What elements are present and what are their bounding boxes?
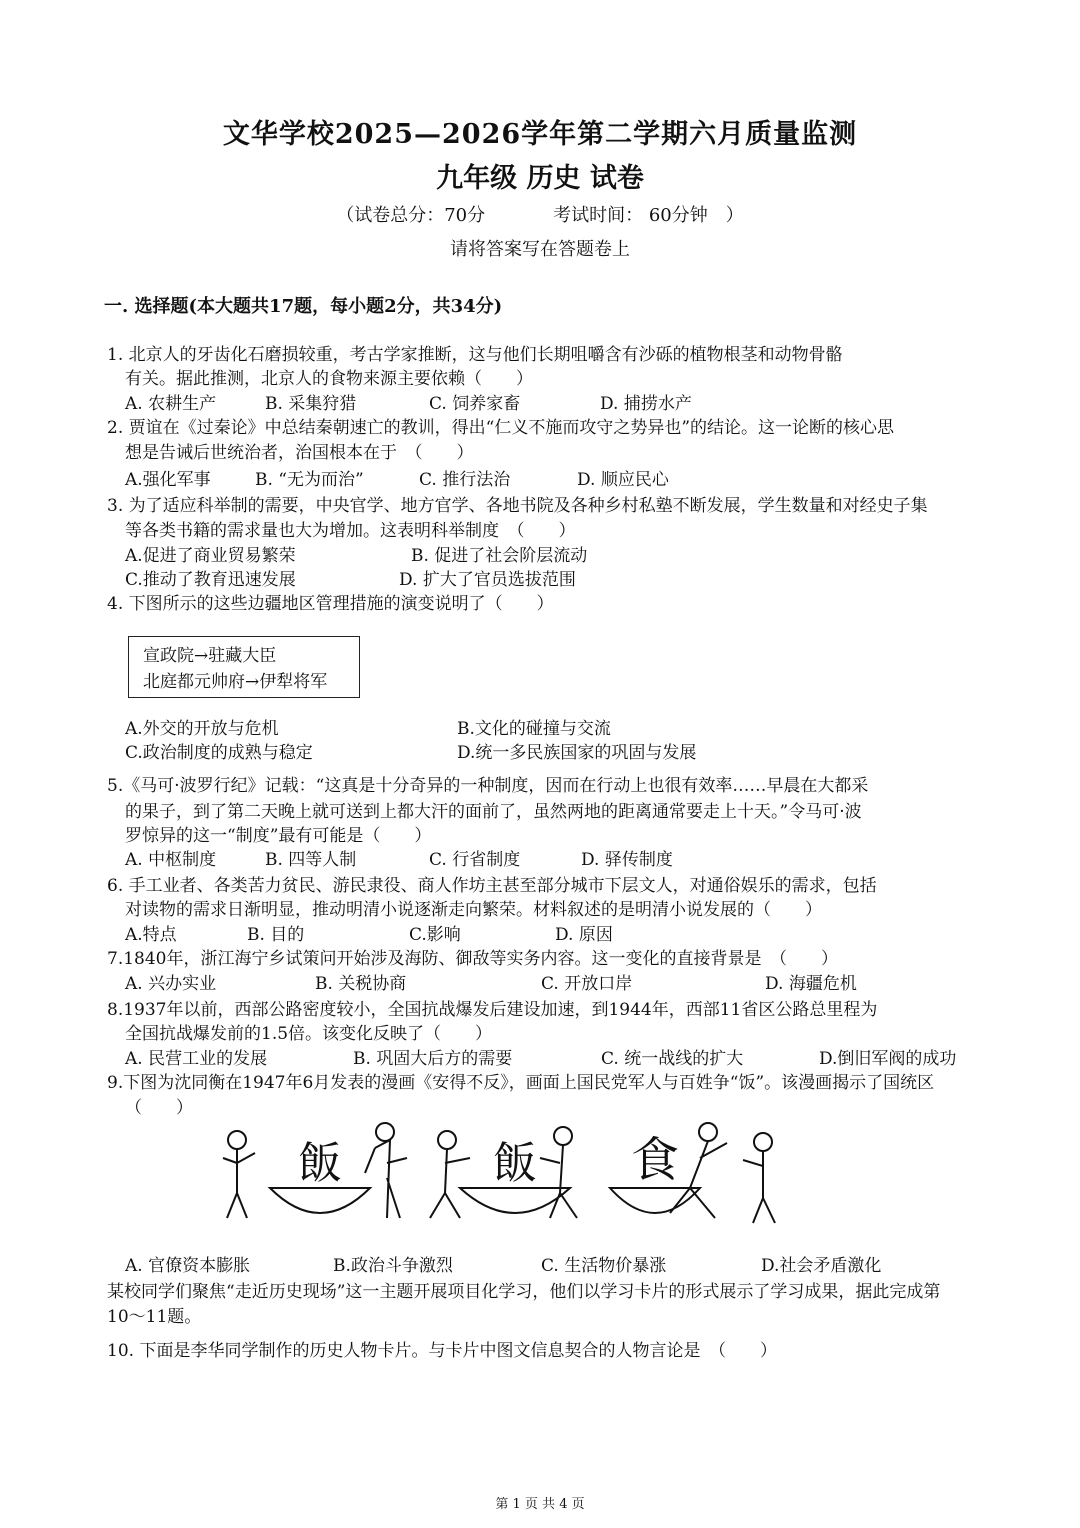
exam-subtitle: 九年级 历史 试卷 [436, 163, 644, 194]
q3-option-b: B. 促进了社会阶层流动 [411, 546, 588, 566]
q1-stem-line1: 1. 北京人的牙齿化石磨损较重，考古学家推断，这与他们长期咀嚼含有沙砾的植物根茎和动物骨骼 [107, 345, 843, 365]
q2-option-c: C. 推行法治 [419, 470, 511, 490]
q6-option-b: B. 目的 [247, 925, 305, 945]
q4-box-line1: 宣政院→驻藏大臣 [143, 646, 277, 666]
exam-info [0, 201, 1080, 227]
q7-option-b: B. 关税协商 [315, 974, 407, 994]
q3-option-a: A.促进了商业贸易繁荣 [125, 546, 296, 566]
intro-line2: 10～11题。 [107, 1307, 202, 1327]
q1-option-c: C. 饲养家畜 [429, 394, 521, 414]
q5-option-a: A. 中枢制度 [125, 850, 217, 870]
q5-option-b: B. 四等人制 [265, 850, 357, 870]
q7-option-a: A. 兴办实业 [125, 974, 217, 994]
q3-option-c: C.推动了教育迅速发展 [125, 570, 296, 590]
answer-hint: 请将答案写在答题卷上 [450, 239, 630, 260]
q4-figure-box [128, 636, 360, 698]
cartoon-image [215, 1118, 790, 1233]
q7-option-c: C. 开放口岸 [541, 974, 633, 994]
q3-stem-line2: 等各类书籍的需求量也大为增加。这表明科举制度 （ ） [125, 521, 576, 541]
q1-option-a: A. 农耕生产 [125, 394, 217, 414]
cartoon-char-1: 飯 [298, 1138, 342, 1189]
q4-box-line2: 北庭都元帅府→伊犁将军 [143, 672, 328, 692]
q4-option-c: C.政治制度的成熟与稳定 [125, 743, 313, 763]
intro-line1: 某校同学们聚焦“走近历史现场”这一主题开展项目化学习，他们以学习卡片的形式展示了学习成果，据此完成第 [107, 1282, 941, 1302]
q7-option-d: D. 海疆危机 [765, 974, 857, 994]
q7-stem-line1: 7.1840年，浙江海宁乡试策问开始涉及海防、御敌等实务内容。这一变化的直接背景是 （ ） [107, 949, 838, 969]
cartoon-char-3: 食 [630, 1132, 680, 1188]
q9-stem-line2: （ ） [125, 1098, 193, 1118]
q5-option-d: D. 驿传制度 [581, 850, 673, 870]
q4-option-a: A.外交的开放与危机 [125, 719, 279, 739]
q6-option-c: C.影响 [409, 925, 461, 945]
q6-stem-line2: 对读物的需求日渐明显，推动明清小说逐渐走向繁荣。材料叙述的是明清小说发展的（ ） [125, 900, 822, 920]
q6-stem-line1: 6. 手工业者、各类苦力贫民、游民隶役、商人作坊主甚至部分城市下层文人，对通俗娱乐的需求，包括 [107, 876, 877, 896]
q5-stem-line2: 的果子，到了第二天晚上就可送到上都大汗的面前了，虽然两地的距离通常要走上十天。”令马可·波 [125, 802, 862, 822]
q8-option-a: A. 民营工业的发展 [125, 1049, 268, 1069]
q5-stem-line3: 罗惊异的这一“制度”最有可能是（ ） [125, 826, 432, 846]
exam-time: 考试时间： 60分钟 ） [553, 205, 744, 226]
q9-option-c: C. 生活物价暴涨 [541, 1256, 667, 1276]
q4-stem-line1: 4. 下图所示的这些边疆地区管理措施的演变说明了（ ） [107, 594, 554, 614]
total-score: （试卷总分：70分 [336, 205, 486, 226]
q3-stem-line1: 3. 为了适应科举制的需要，中央官学、地方官学、各地书院及各种乡村私塾不断发展，学生数量和对经史子集 [107, 496, 928, 516]
q9-option-b: B.政治斗争激烈 [333, 1256, 453, 1276]
q8-option-c: C. 统一战线的扩大 [601, 1049, 744, 1069]
cartoon-char-2: 飯 [493, 1138, 537, 1189]
q5-stem-line1: 5.《马可·波罗行纪》记载：“这真是十分奇异的一种制度，因而在行动上也很有效率……早晨在大都采 [107, 776, 869, 796]
q4-option-d: D.统一多民族国家的巩固与发展 [457, 743, 697, 763]
q2-option-a: A.强化军事 [125, 470, 211, 490]
q9-option-a: A. 官僚资本膨胀 [125, 1256, 251, 1276]
q8-option-d: D.倒旧军阀的成功 [819, 1049, 957, 1069]
q3-option-d: D. 扩大了官员选拔范围 [399, 570, 576, 590]
q1-stem-line2: 有关。据此推测，北京人的食物来源主要依赖（ ） [125, 369, 533, 389]
q1-option-b: B. 采集狩猎 [265, 394, 357, 414]
exam-title: 文华学校2025—2026学年第二学期六月质量监测 [222, 119, 858, 150]
q1-option-d: D. 捕捞水产 [600, 394, 692, 414]
q10-stem-line1: 10. 下面是李华同学制作的历史人物卡片。与卡片中图文信息契合的人物言论是 （ ） [107, 1341, 777, 1361]
q4-option-b: B.文化的碰撞与交流 [457, 719, 611, 739]
q9-option-d: D.社会矛盾激化 [761, 1256, 882, 1276]
q9-stem-line1: 9.下图为沈同衡在1947年6月发表的漫画《安得不反》，画面上国民党军人与百姓争“饭”。该漫画揭示了国统区 [107, 1073, 935, 1093]
q2-option-d: D. 顺应民心 [577, 470, 669, 490]
q2-stem-line2: 想是告诫后世统治者，治国根本在于 （ ） [125, 443, 474, 463]
q6-option-a: A.特点 [125, 925, 177, 945]
q8-option-b: B. 巩固大后方的需要 [353, 1049, 513, 1069]
q2-stem-line1: 2. 贾谊在《过秦论》中总结秦朝速亡的教训，得出“仁义不施而攻守之势异也”的结论。这一论断的核心思 [107, 418, 895, 438]
q5-option-c: C. 行省制度 [429, 850, 521, 870]
page-footer: 第 1 页 共 4 页 [495, 1497, 585, 1512]
q8-stem-line1: 8.1937年以前，西部公路密度较小，全国抗战爆发后建设加速，到1944年，西部11省区公路总里程为 [107, 1000, 878, 1020]
q6-option-d: D. 原因 [555, 925, 613, 945]
q2-option-b: B. “无为而治” [255, 470, 364, 490]
section-title: 一. 选择题(本大题共17题，每小题2分，共34分) [104, 296, 503, 317]
q8-stem-line2: 全国抗战爆发前的1.5倍。该变化反映了（ ） [125, 1024, 493, 1044]
